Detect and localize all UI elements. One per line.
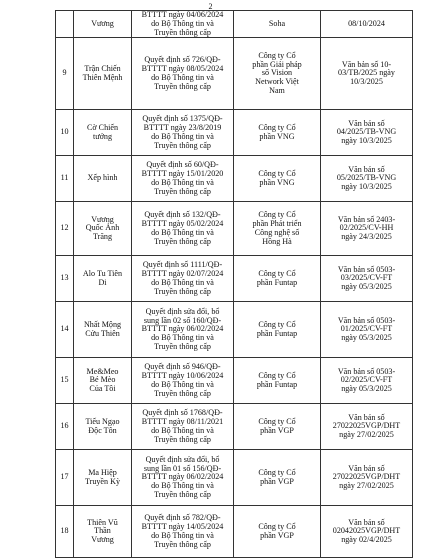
- row-number: 18: [56, 506, 74, 558]
- company-name: Công ty Cổ phần Funtap: [234, 256, 321, 302]
- table-row: [56, 256, 413, 302]
- game-name: Cờ Chiến tướng: [74, 110, 132, 156]
- table-row: [56, 38, 413, 110]
- row-number: 16: [56, 404, 74, 450]
- table-row: [56, 450, 413, 506]
- company-name: Công ty Cổ phần VNG: [234, 156, 321, 202]
- company-name: Công ty Cổ phần Funtap: [234, 302, 321, 358]
- game-name: Vương: [74, 11, 132, 38]
- table-row: [56, 302, 413, 358]
- license-decision: Quyết định sửa đổi, bổ sung lần 02 số 160/QĐ- BTTTT ngày 06/02/2024 do Bộ Thông tin và Truyền thông cấp: [132, 302, 234, 358]
- page-number: 2: [208, 2, 213, 11]
- row-number: 12: [56, 202, 74, 256]
- row-number: 11: [56, 156, 74, 202]
- notice-document: Văn bản số 0503- 03/2025/CV-FT ngày 05/3/2025: [321, 256, 413, 302]
- notice-document: Văn bản số 27022025VGP/DHT ngày 27/02/2025: [321, 404, 413, 450]
- notice-document: Văn bản số 04/2025/TB-VNG ngày 10/3/2025: [321, 110, 413, 156]
- game-name: Alo Tu Tiên Di: [74, 256, 132, 302]
- license-decision: Quyết định số 1111/QĐ- BTTTT ngày 02/07/2024 do Bộ Thông tin và Truyền thông cấp: [132, 256, 234, 302]
- game-name: Thiên Vũ Thần Vương: [74, 506, 132, 558]
- game-name: Vương Quốc Ánh Trăng: [74, 202, 132, 256]
- company-name: Công ty Cổ phần VGP: [234, 450, 321, 506]
- license-decision: BTTTT ngày 04/06/2024 do Bộ Thông tin và Truyền thông cấp: [132, 11, 234, 38]
- license-decision: Quyết định sửa đổi, bổ sung lần 01 số 156/QĐ- BTTTT ngày 06/02/2024 do Bộ Thông tin và Truyền thông cấp: [132, 450, 234, 506]
- notice-document: Văn bản số 0503- 02/2025/CV-FT ngày 05/3/2025: [321, 358, 413, 404]
- table-row: [56, 110, 413, 156]
- license-decision: Quyết định số 782/QĐ- BTTTT ngày 14/05/2024 do Bộ Thông tin và Truyền thông cấp: [132, 506, 234, 558]
- notice-document: Văn bản số 0503- 01/2025/CV-FT ngày 05/3/2025: [321, 302, 413, 358]
- company-name: Công ty Cổ phần Giải pháp số Vision Network Việt Nam: [234, 38, 321, 110]
- game-name: Ma Hiệp Truyền Kỳ: [74, 450, 132, 506]
- license-decision: Quyết định số 60/QĐ- BTTTT ngày 15/01/2020 do Bộ Thông tin và Truyền thông cấp: [132, 156, 234, 202]
- license-decision: Quyết định số 946/QĐ- BTTTT ngày 10/06/2024 do Bộ Thông tin và Truyền thông cấp: [132, 358, 234, 404]
- company-name: Soha: [234, 11, 321, 38]
- row-number: 9: [56, 38, 74, 110]
- row-number: 17: [56, 450, 74, 506]
- company-name: Công ty Cổ phần Phát triển Công nghệ số Hồng Hà: [234, 202, 321, 256]
- notice-document: 08/10/2024: [321, 11, 413, 38]
- license-decision: Quyết định số 132/QĐ- BTTTT ngày 05/02/2024 do Bộ Thông tin và Truyền thông cấp: [132, 202, 234, 256]
- notice-document: Văn bản số 10- 03/TB/2025 ngày 10/3/2025: [321, 38, 413, 110]
- game-name: Trận Chiến Thiên Mệnh: [74, 38, 132, 110]
- row-number: 14: [56, 302, 74, 358]
- row-number: [56, 11, 74, 38]
- notice-document: Văn bản số 2403- 02/2025/CV-HH ngày 24/3/2025: [321, 202, 413, 256]
- table-row: [56, 506, 413, 558]
- license-table: [55, 10, 413, 558]
- company-name: Công ty Cổ phần VGP: [234, 404, 321, 450]
- game-name: Me&Meo Bé Mèo Của Tôi: [74, 358, 132, 404]
- company-name: Công ty Cổ phần Funtap: [234, 358, 321, 404]
- license-decision: Quyết định số 1375/QĐ- BTTTT ngày 23/8/2019 do Bộ Thông tin và Truyền thông cấp: [132, 110, 234, 156]
- table-row: [56, 11, 413, 38]
- license-decision: Quyết định số 1768/QĐ- BTTTT ngày 08/11/2021 do Bộ Thông tin và Truyền thông cấp: [132, 404, 234, 450]
- row-number: 10: [56, 110, 74, 156]
- table-row: [56, 358, 413, 404]
- row-number: 15: [56, 358, 74, 404]
- license-decision: Quyết định số 726/QĐ- BTTTT ngày 08/05/2024 do Bộ Thông tin và Truyền thông cấp: [132, 38, 234, 110]
- table-row: [56, 202, 413, 256]
- table-row: [56, 404, 413, 450]
- notice-document: Văn bản số 27022025VGP/DHT ngày 27/02/2025: [321, 450, 413, 506]
- game-name: Tiếu Ngạo Độc Tôn: [74, 404, 132, 450]
- company-name: Công ty Cổ phần VNG: [234, 110, 321, 156]
- game-name: Xếp hình: [74, 156, 132, 202]
- company-name: Công ty Cổ phần VGP: [234, 506, 321, 558]
- notice-document: Văn bản số 05/2025/TB-VNG ngày 10/3/2025: [321, 156, 413, 202]
- row-number: 13: [56, 256, 74, 302]
- notice-document: Văn bản số 02042025VGP/DHT ngày 02/4/2025: [321, 506, 413, 558]
- table-row: [56, 156, 413, 202]
- game-name: Nhất Mộng Cửu Thiên: [74, 302, 132, 358]
